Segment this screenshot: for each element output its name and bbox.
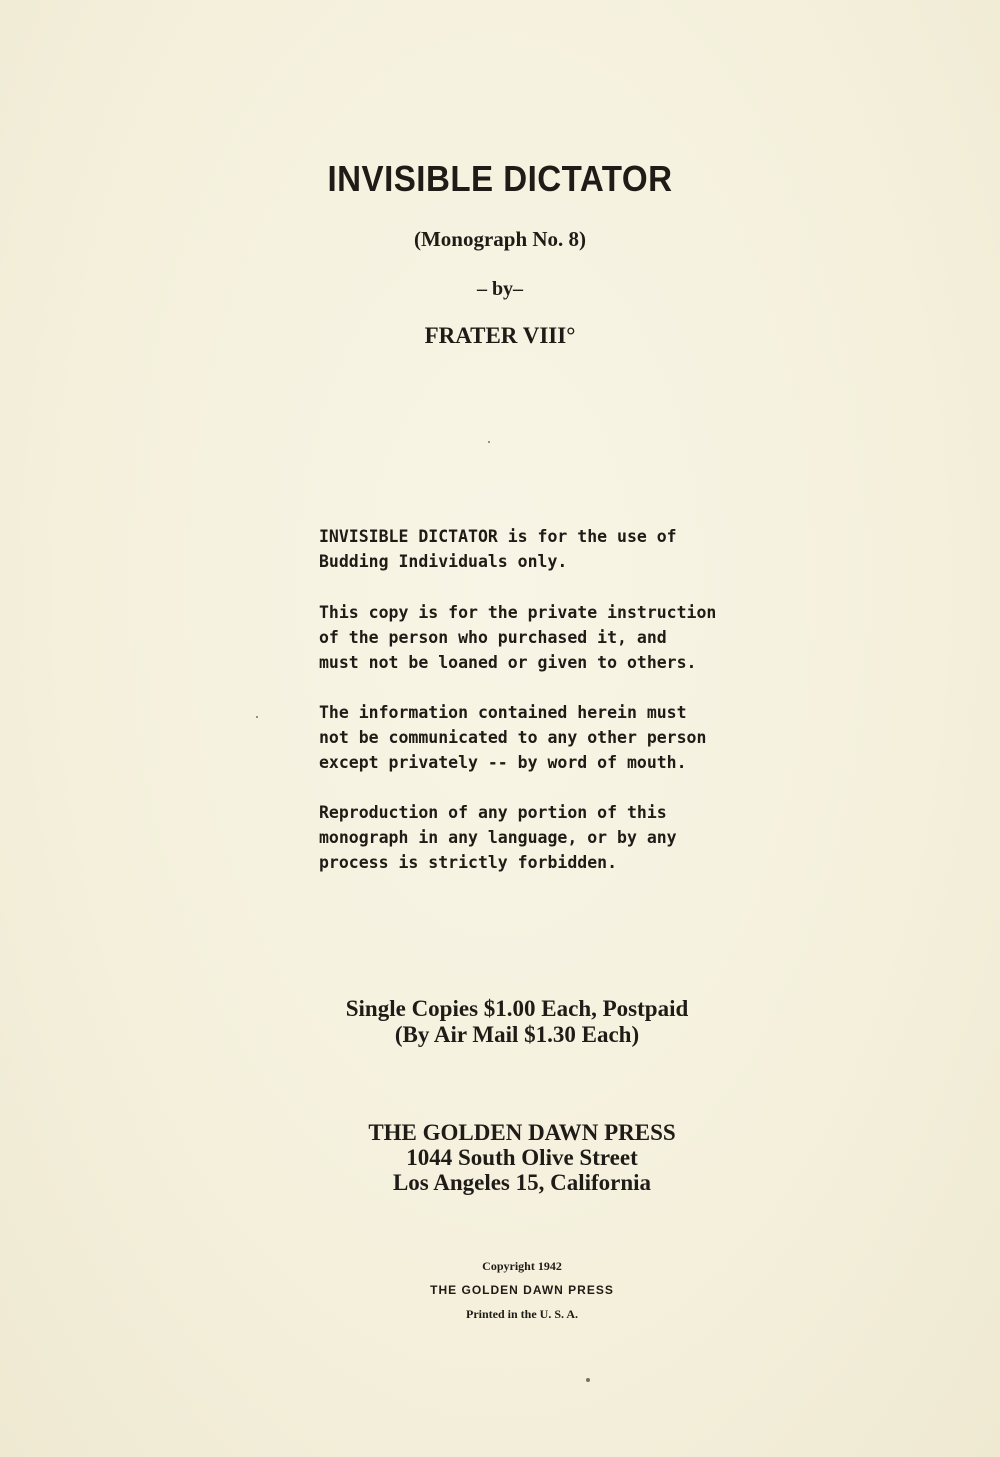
paper-speck	[488, 441, 490, 443]
publisher-city: Los Angeles 15, California	[392, 1170, 652, 1195]
price-block	[0, 996, 1000, 1048]
price-air-mail: (By Air Mail $1.30 Each)	[394, 1022, 640, 1047]
copyright-year: Copyright 1942	[482, 1259, 562, 1273]
monograph-number: (Monograph No. 8)	[413, 227, 587, 251]
copyright-holder: THE GOLDEN DAWN PRESS	[430, 1283, 614, 1297]
author-name: FRATER VIII°	[424, 323, 576, 348]
notice-paragraph: This copy is for the private instruction of the person who purchased it, and must not be loaned or given to others.	[319, 603, 717, 672]
paper-speck	[586, 1378, 590, 1382]
paper-speck	[256, 716, 258, 718]
printed-in: Printed in the U. S. A.	[465, 1307, 578, 1321]
price-single-copies: Single Copies $1.00 Each, Postpaid	[345, 996, 689, 1021]
notice-paragraph: The information contained herein must not be communicated to any other person except privately -- by word of mouth.	[319, 703, 707, 772]
publisher-name: THE GOLDEN DAWN PRESS	[368, 1120, 676, 1145]
notice-paragraph: Reproduction of any portion of this monograph in any language, or by any process is strictly forbidden.	[319, 803, 677, 872]
publisher-street: 1044 South Olive Street	[406, 1145, 638, 1170]
byline: – by–	[476, 278, 524, 300]
notice-paragraph: INVISIBLE DICTATOR is for the use of Budding Individuals only.	[319, 527, 677, 571]
document-title: INVISIBLE DICTATOR	[327, 158, 673, 199]
publisher-block	[0, 1120, 1000, 1195]
copyright-block	[0, 1254, 1000, 1326]
